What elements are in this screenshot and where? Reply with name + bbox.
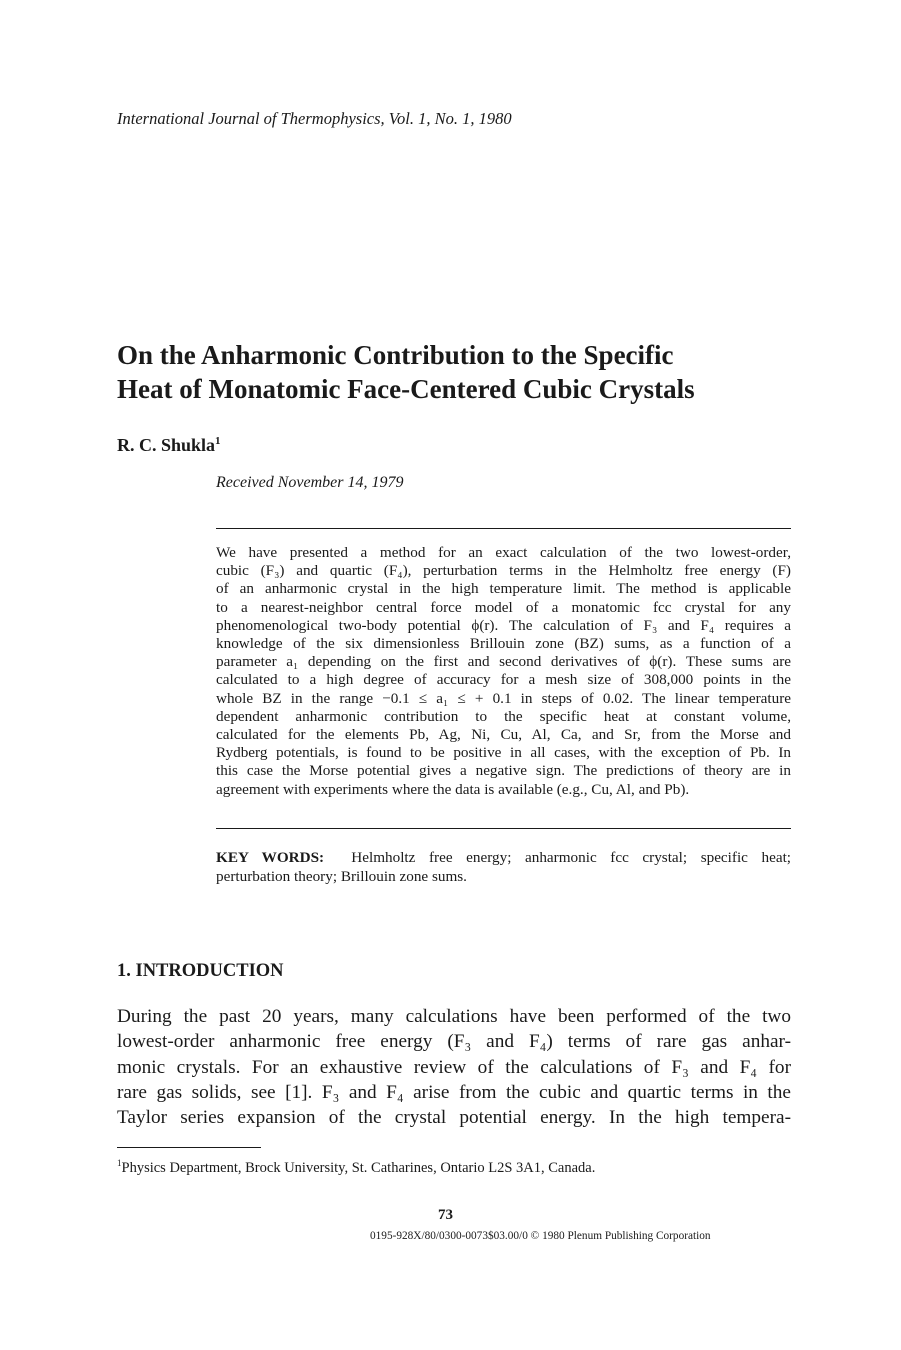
author-footnote-mark: 1	[215, 435, 221, 447]
keywords-text: Helmholtz free energy; anharmonic fcc crystal; specific heat;	[351, 849, 792, 866]
author	[117, 435, 221, 456]
journal-citation: International Journal of Thermophysics, Vol. 1, No. 1, 1980	[117, 109, 512, 128]
footnote	[117, 1158, 595, 1177]
abstract-line: whole BZ in the range −0.1 ≤ a₁ ≤ + 0.1 in steps of 0.02. The linear temperature	[216, 689, 791, 707]
author-name: R. C. Shukla	[117, 435, 216, 455]
title-line: On the Anharmonic Contribution to the Specific	[117, 340, 674, 370]
abstract-top-rule	[216, 528, 791, 529]
introduction-paragraph	[117, 1004, 791, 1130]
footnote-rule	[117, 1147, 261, 1148]
abstract-line: dependent anharmonic contribution to the specific heat at constant volume,	[216, 707, 791, 725]
abstract-line: agreement with experiments where the data is available (e.g., Cu, Al, and Pb).	[216, 780, 690, 798]
paper-title	[117, 338, 837, 406]
abstract-line: this case the Morse potential gives a negative sign. The predictions of theory are in	[216, 762, 791, 780]
abstract-line: cubic (F₃) and quartic (F₄), perturbation terms in the Helmholtz free energy (F)	[216, 562, 791, 580]
abstract-line: of an anharmonic crystal in the high temperature limit. The method is applicable	[216, 580, 791, 598]
keywords-line-2: perturbation theory; Brillouin zone sums.	[216, 868, 467, 885]
abstract-line: parameter a₁ depending on the first and second derivatives of ϕ(r). These sums are	[216, 653, 791, 671]
abstract-line: to a nearest-neighbor central force model of a monatomic fcc crystal for any	[216, 598, 791, 616]
section-heading: 1. INTRODUCTION	[117, 961, 284, 981]
copyright-line: 0195-928X/80/0300-0073$03.00/0 © 1980 Plenum Publishing Corporation	[370, 1230, 711, 1242]
abstract-line: knowledge of the six dimensionless Brillouin zone (BZ) sums, as a function of a	[216, 635, 791, 653]
keywords-label: KEY WORDS:	[216, 849, 325, 866]
abstract-line: We have presented a method for an exact calculation of the two lowest-order,	[216, 544, 791, 561]
footnote-text: Physics Department, Brock University, St. Catharines, Ontario L2S 3A1, Canada.	[121, 1159, 596, 1176]
abstract-bottom-rule	[216, 828, 791, 829]
page-number: 73	[438, 1207, 453, 1223]
footnote-mark: 1	[117, 1158, 122, 1168]
keywords-line-1	[216, 848, 791, 867]
abstract-line: phenomenological two-body potential ϕ(r). The calculation of F₃ and F₄ requires a	[216, 616, 791, 634]
abstract-line: calculated for the elements Pb, Ag, Ni, Cu, Al, Ca, and Sr, from the Morse and	[216, 726, 791, 744]
body-line: monic crystals. For an exhaustive review of the calculations of F₃ and F₄ for	[117, 1056, 791, 1078]
title-line: Heat of Monatomic Face-Centered Cubic Crystals	[117, 374, 695, 404]
keywords	[216, 848, 791, 886]
body-line: rare gas solids, see [1]. F₃ and F₄ arise from the cubic and quartic terms in the	[117, 1081, 791, 1103]
body-line: During the past 20 years, many calculations have been performed of the two	[117, 1006, 791, 1027]
abstract-line: Rydberg potentials, is found to be positive in all cases, with the exception of Pb. In	[216, 744, 791, 762]
abstract-line: calculated to a high degree of accuracy for a mesh size of 308,000 points in the	[216, 671, 791, 689]
received-date: Received November 14, 1979	[216, 474, 404, 491]
abstract	[216, 544, 791, 799]
body-line: Taylor series expansion of the crystal potential energy. In the high tempera-	[117, 1107, 791, 1129]
body-line: lowest-order anharmonic free energy (F₃ and F₄) terms of rare gas anhar-	[117, 1031, 791, 1053]
